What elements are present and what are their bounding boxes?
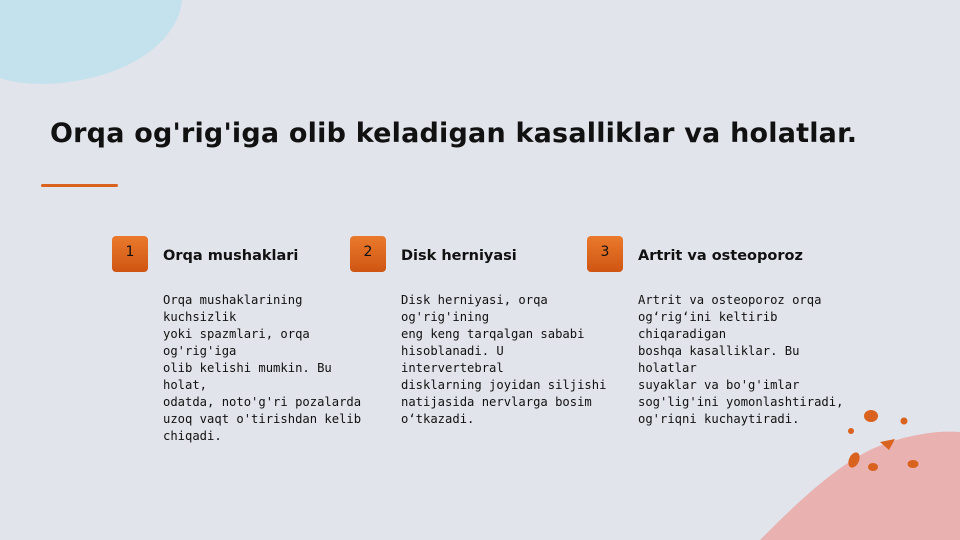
item-description-line: odatda, noto'g'ri pozalarda <box>163 395 362 409</box>
item-description-line: olib kelishi mumkin. Bu holat, <box>163 361 332 392</box>
item-description-line: chiqadi. <box>163 429 222 443</box>
item-description-line: og‘rig‘ini keltirib chiqaradigan <box>638 310 778 341</box>
number-badge: 1 <box>112 236 148 272</box>
item-description-line: eng keng tarqalgan sababi <box>401 327 585 341</box>
item-heading: Artrit va osteoporoz <box>638 248 803 264</box>
item-description-line: suyaklar va bo'g'imlar <box>638 378 800 392</box>
blue-blob-decoration <box>0 0 190 90</box>
item-description-line: hisoblanadi. U intervertebral <box>401 344 504 375</box>
slide-title: Orqa og'rig'iga olib keladigan kasalliklar va holatlar. <box>50 118 858 149</box>
title-underline <box>41 184 118 187</box>
item-description <box>401 292 611 428</box>
item-description-line: og'riqni kuchaytiradi. <box>638 412 800 426</box>
item-description <box>163 292 373 445</box>
item-description-line: boshqa kasalliklar. Bu holatlar <box>638 344 800 375</box>
item-description-line: disklarning joyidan siljishi <box>401 378 607 392</box>
orange-dots-decoration <box>840 400 930 480</box>
item-heading: Orqa mushaklari <box>163 248 299 264</box>
item-description-line: Disk herniyasi, orqa og'rig'ining <box>401 293 548 324</box>
number-badge: 2 <box>350 236 386 272</box>
item-description-line: uzoq vaqt o'tirishdan kelib <box>163 412 362 426</box>
item-description <box>638 292 848 428</box>
item-heading: Disk herniyasi <box>401 248 517 264</box>
item-description-line: Orqa mushaklarining kuchsizlik <box>163 293 303 324</box>
item-description-line: sog'lig'ini yomonlashtiradi, <box>638 395 844 409</box>
number-badge: 3 <box>587 236 623 272</box>
item-description-line: yoki spazmlari, orqa og'rig'iga <box>163 327 310 358</box>
item-description-line: Artrit va osteoporoz orqa <box>638 293 822 307</box>
item-description-line: natijasida nervlarga bosim <box>401 395 592 409</box>
item-description-line: o‘tkazadi. <box>401 412 475 426</box>
